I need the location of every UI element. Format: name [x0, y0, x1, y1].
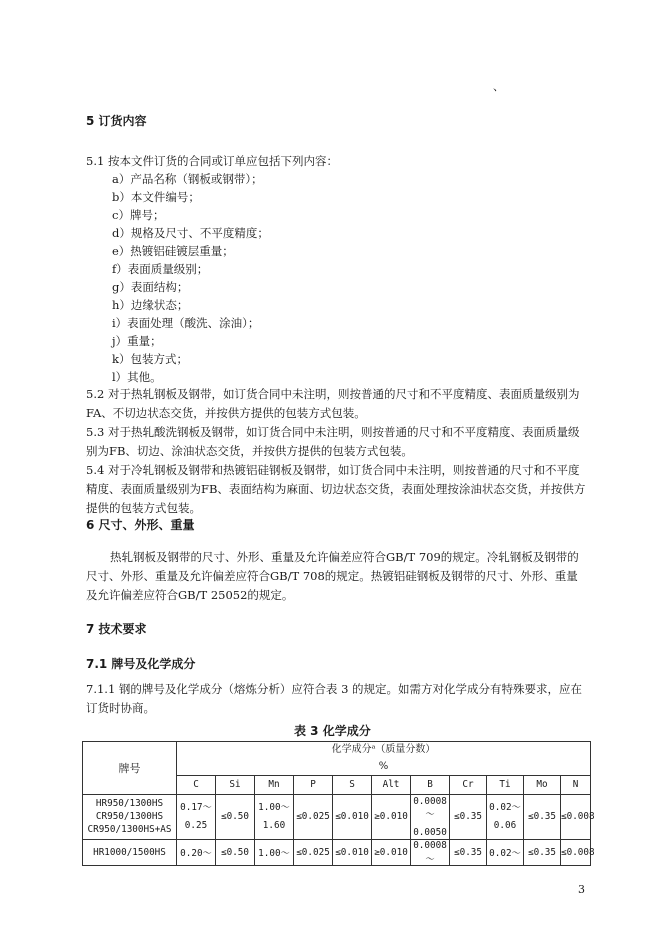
chemical-composition-table — [82, 741, 595, 866]
cell-alt: ≥0.010 — [372, 794, 411, 839]
clause-5-4: 5.4 对于冷轧钢板及钢带和热镀铝硅钢板及钢带，如订货合同中未注明，则按普通的尺寸和不平度精度、表面质量级别为FB、表面结构为麻面、切边状态交货，表面处理按涂油状态交货，并按供方提供的包装方式包装。 — [86, 463, 586, 515]
list-item-d: d）规格及尺寸、不平度精度； — [112, 226, 269, 240]
cell-si: ≤0.50 — [216, 794, 255, 839]
grade-name: CR950/1300HS — [95, 811, 164, 822]
cell-n: ≤0.008 — [561, 794, 591, 839]
cell-s: ≤0.010 — [333, 839, 372, 865]
col-header-mo: Mo — [524, 775, 561, 794]
clause-5-2: 5.2 对于热轧钢板及钢带，如订货合同中未注明，则按普通的尺寸和不平度精度、表面质量级别为FA、不切边状态交货，并按供方提供的包装方式包装。 — [86, 387, 580, 420]
grade-cell — [83, 794, 177, 839]
cell-ti — [487, 794, 524, 839]
value-min: 0.0008～ — [413, 795, 447, 820]
list-item-b: b）本文件编号； — [112, 190, 200, 204]
cell-p: ≤0.025 — [294, 839, 333, 865]
table-caption: 表 3 化学成分 — [294, 724, 371, 738]
list-item-h: h）边缘状态； — [112, 298, 189, 312]
grade-header: 牌号 — [83, 742, 177, 795]
list-item-e: e）热镀铝硅镀层重量； — [112, 244, 234, 258]
cell-si: ≤0.50 — [216, 839, 255, 865]
section-6-heading: 6 尺寸、外形、重量 — [86, 518, 195, 532]
col-header-n: N — [561, 775, 591, 794]
clause-5-1-intro: 5.1 按本文件订货的合同或订单应包括下列内容： — [86, 154, 338, 168]
cell-ti: 0.02～ — [487, 839, 524, 865]
col-header-cr: Cr — [450, 775, 487, 794]
grade-cell: HR1000/1500HS — [83, 839, 177, 865]
col-header-alt: Alt — [372, 775, 411, 794]
clause-7-1-1: 7.1.1 钢的牌号及化学成分（熔炼分析）应符合表 3 的规定。如需方对化学成分有特殊要求，应在订货时协商。 — [86, 682, 583, 715]
section-6-paragraph: 热轧钢板及钢带的尺寸、外形、重量及允许偏差应符合GB/T 709的规定。冷轧钢板及钢带的尺寸、外形、重量及允许偏差应符合GB/T 708的规定。热镀铝硅钢板及钢带的尺寸、外形、重量及允许偏差应符合GB/T 25052的规定。 — [86, 550, 579, 602]
cell-mo: ≤0.35 — [524, 794, 561, 839]
unit-header: % — [177, 759, 591, 776]
section-7-heading: 7 技术要求 — [86, 622, 147, 636]
value-max: 0.06 — [493, 820, 517, 831]
value-min: 0.17～ — [180, 802, 212, 813]
col-header-p: P — [294, 775, 333, 794]
list-item-f: f）表面质量级别； — [112, 262, 209, 276]
col-header-c: C — [177, 775, 216, 794]
cell-mn — [255, 794, 294, 839]
col-header-mn: Mn — [255, 775, 294, 794]
value-max: 0.0050 — [413, 826, 447, 838]
cell-alt: ≥0.010 — [372, 839, 411, 865]
clause-5-3: 5.3 对于热轧酸洗钢板及钢带，如订货合同中未注明，则按普通的尺寸和不平度精度、表面质量级别为FB、切边、涂油状态交货，并按供方提供的包装方式包装。 — [86, 425, 580, 458]
cell-b — [411, 794, 450, 839]
cell-cr: ≤0.35 — [450, 794, 487, 839]
list-item-a: a）产品名称（钢板或钢带）； — [112, 172, 263, 186]
list-item-j: j）重量； — [112, 334, 162, 348]
value-max: 1.60 — [262, 820, 286, 831]
cell-cr: ≤0.35 — [450, 839, 487, 865]
cell-c: 0.20～ — [177, 839, 216, 865]
table-row — [83, 794, 591, 839]
value-min: 1.00～ — [258, 802, 290, 813]
cell-s: ≤0.010 — [333, 794, 372, 839]
col-header-ti: Ti — [487, 775, 524, 794]
cell-mo: ≤0.35 — [524, 839, 561, 865]
list-item-c: c）牌号； — [112, 208, 165, 222]
cell-p: ≤0.025 — [294, 794, 333, 839]
composition-header: 化学成分ᵃ（质量分数） — [177, 742, 591, 759]
value-max: 0.25 — [184, 820, 208, 831]
table-row — [83, 839, 591, 865]
cell-mn: 1.00～ — [255, 839, 294, 865]
subsection-7-1-heading: 7.1 牌号及化学成分 — [86, 657, 196, 671]
list-item-l: l）其他。 — [112, 370, 162, 384]
section-5-heading: 5 订货内容 — [86, 114, 147, 128]
list-item-k: k）包装方式； — [112, 352, 188, 366]
col-header-s: S — [333, 775, 372, 794]
grade-name: CR950/1300HS+AS — [87, 824, 172, 835]
col-header-si: Si — [216, 775, 255, 794]
list-item-g: g）表面结构； — [112, 280, 189, 294]
cell-b: 0.0008～ — [411, 839, 450, 865]
page-number: 3 — [578, 883, 585, 896]
cell-n: ≤0.008 — [561, 839, 591, 865]
grade-name: HR950/1300HS — [95, 798, 164, 809]
cell-c — [177, 794, 216, 839]
stray-mark: 、 — [493, 80, 504, 93]
col-header-b: B — [411, 775, 450, 794]
value-min: 0.02～ — [489, 802, 521, 813]
list-item-i: i）表面处理（酸洗、涂油）； — [112, 316, 260, 330]
